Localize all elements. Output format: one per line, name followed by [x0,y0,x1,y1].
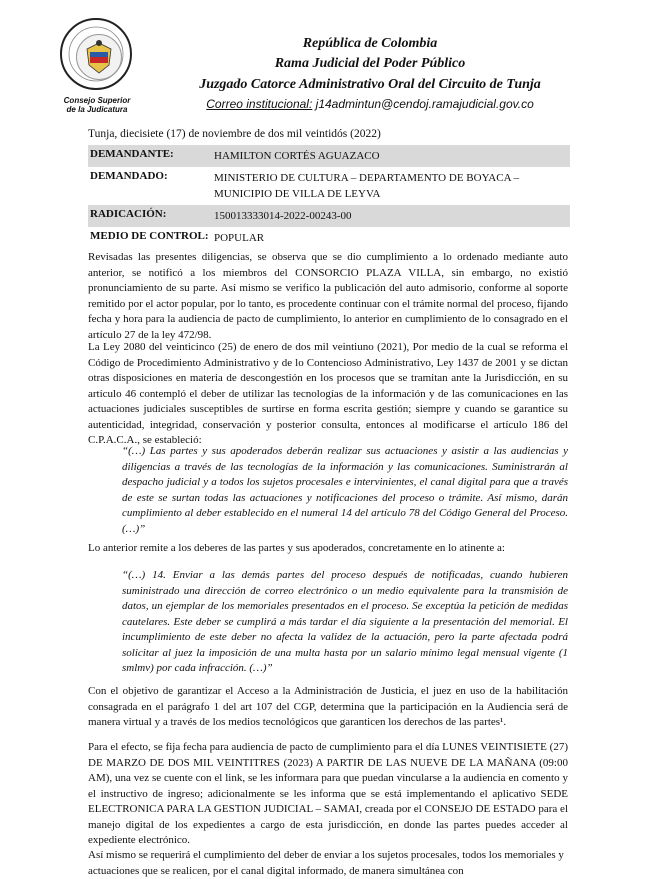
date-line: Tunja, diecisiete (17) de noviembre de dos mil veintidós (2022) [88,128,381,140]
email-address[interactable]: j14admintun@cendoj.ramajudicial.gov.co [315,97,534,111]
row-value: HAMILTON CORTÉS AGUAZACO [214,150,380,162]
paragraph-5: Para el efecto, se fija fecha para audiencia de pacto de cumplimiento para el día LUNES VEINTISIETE (27) DE MARZO DE DOS MIL VEINTITRES (2023) A PARTIR DE LAS NUEVE DE LA MAÑANA (09:00 AM), una vez se cuente con el link, se les informara para que puedan vincularse a la audiencia en comento y el instructivo de ingreso; adicionalmente se les informa que se está implementando el aplicativo SEDE ELECTRONICA PARA LA GESTION JUDICIAL – SAMAI, creada por el CONSEJO DE ESTADO para el manejo digital de los expedientes a cargo de esta jurisdicción, en donde las partes puedes acceder al expediente electrónico. [88,741,568,846]
seal-ring [60,18,132,90]
row-key: RADICACIÓN: [90,208,167,220]
table-row [88,145,570,167]
coat-of-arms-icon [76,34,122,80]
row-value: MINISTERIO DE CULTURA – DEPARTAMENTO DE BOYACA – MUNICIPIO DE VILLA DE LEYVA [214,172,520,200]
header-email-line [140,97,600,111]
email-label: Correo institucional: [206,97,313,111]
header-republic: República de Colombia [302,36,438,51]
coat-of-arms-svg [77,35,121,79]
header-court: Juzgado Catorce Administrativo Oral del Circuito de Tunja [199,77,541,92]
paragraph-4: Con el objetivo de garantizar el Acceso a la Administración de Justicia, el juez en uso de la habilitación consagrada en el parágrafo 1 del art 107 del CGP, determina que la participación en la Audiencia será de manera virtual y a través de los medios tecnológicos que garanticen los derechos de las partes¹. [88,685,568,728]
logo-line1: Consejo Superior [63,96,131,105]
paragraph-2: La Ley 2080 del veinticinco (25) de enero de dos mil veintiuno (2021), Por medio de la cual se reforma el Código de Procedimiento Administrativo y de lo Contencioso Administrativo, Ley 1437 de 2001 y se dictan otras disposiciones en materia de descongestión en los procesos que se tramitan ante la Jurisdicción, en su artículo 46 contempló el deber de utilizar las tecnologías de la información y de las comunicaciones en las actuaciones judiciales susceptibles de surtirse en forma escrita gestión; siempre y cuando se garantice su autenticidad, integridad, conservación y posterior consulta, entonces al modificarse el artículo 186 del C.P.A.C.A., se estableció: [88,341,568,446]
row-key: MEDIO DE CONTROL: [90,230,209,242]
row-value: POPULAR [214,232,265,244]
table-row [88,205,570,227]
row-key: DEMANDANTE: [90,148,174,160]
paragraph-3: Lo anterior remite a los deberes de las partes y sus apoderados, concretamente en lo atinente a: [88,542,505,554]
row-key: DEMANDADO: [90,170,168,182]
judicatura-logo [60,18,134,118]
paragraph-1: Revisadas las presentes diligencias, se observa que se dio cumplimiento a lo ordenado mediante auto anterior, se notificó a los miembros del CONSORCIO PLAZA VILLA, sin embargo, no existió pronunciamiento de su parte. Así mismo se verifico la publicación del auto admisorio, conforme al soporte remitido por el actor popular, por lo tanto, es procedente continuar con el trámite normal del proceso, fijando fecha y hora para la audiencia de pacto de cumplimiento, lo anterior en cumplimiento de lo consagrado en el artículo 27 de la ley 472/98. [88,251,568,341]
case-table [88,145,570,249]
quote-1: “(…) Las partes y sus apoderados deberán realizar sus actuaciones y asistir a las audiencias y diligencias a través de las tecnologías de la información y las comunicaciones. Suministrarán al despacho judicial y a todos los sujetos procesales e intervinientes, el canal digital para que a través de este se surtan todas las actuaciones y notificaciones del proceso o trámite. Así mismo, darán cumplimiento al deber establecido en el numeral 14 del artículo 78 del Código General del Proceso. (…)” [122,445,568,535]
header-branch: Rama Judicial del Poder Público [274,56,466,71]
table-row [88,167,570,205]
row-value: 150013333014-2022-00243-00 [214,210,352,222]
table-row [88,227,570,249]
paragraph-6: Así mismo se requerirá el cumplimiento del deber de enviar a los sujetos procesales, todos los memoriales y actuaciones que se realicen, por el canal digital informado, de manera simultánea con [88,849,564,877]
quote-2: “(…) 14. Enviar a las demás partes del proceso después de notificadas, cuando hubieren suministrado una dirección de correo electrónico o un medio equivalente para la transmisión de datos, un ejemplar de los memoriales presentados en el proceso. Se exceptúa la petición de medidas cautelares. Este deber se cumplirá a más tardar el día siguiente a la presentación del memorial. El incumplimiento de este deber no afecta la validez de la actuación, pero la parte afectada podrá solicitar al juez la imposición de una multa hasta por un salario mínimo legal mensual vigente (1 smlmv) por cada infracción. (…)” [122,569,568,674]
logo-line2: de la Judicatura [66,105,128,114]
